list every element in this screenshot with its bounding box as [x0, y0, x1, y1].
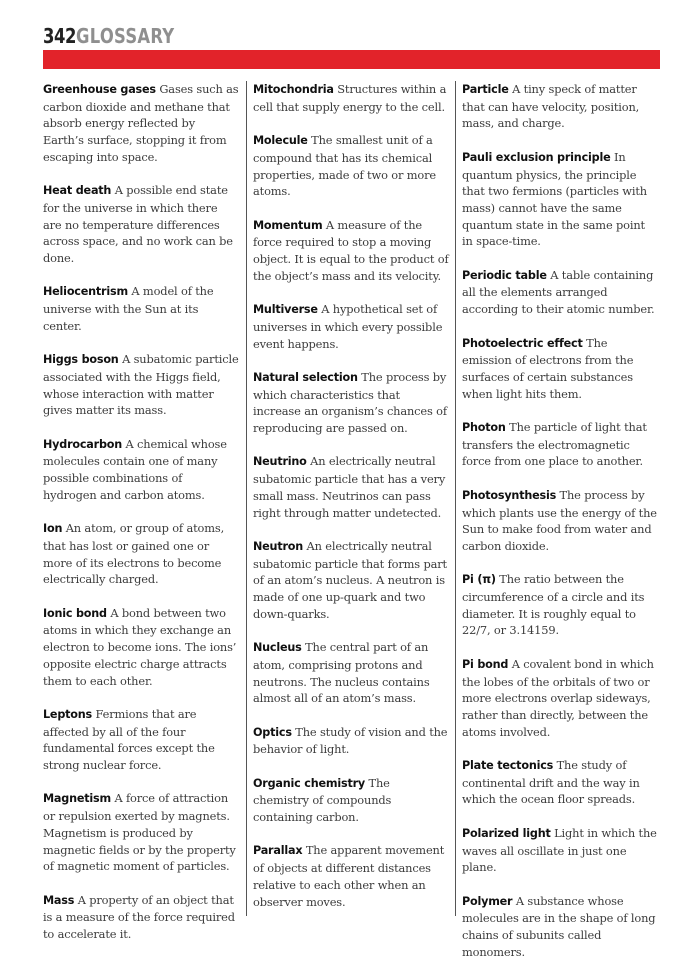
glossary-term: Periodic table [462, 268, 547, 282]
glossary-definition: The process by which characteristics that increase an organism’s chances of reproducing are passed on. [253, 369, 447, 435]
glossary-definition: A bond between two atoms in which they exchange an electron to become ions. The ions’ opposite electric charge attracts them to each other. [43, 605, 237, 688]
glossary-term: Plate tectonics [462, 759, 554, 772]
glossary-column-3 [462, 81, 658, 977]
glossary-entry [253, 453, 449, 521]
glossary-term: Multiverse [253, 303, 318, 317]
glossary-term: Organic chemistry [253, 776, 366, 790]
section-title: GLOSSARY [76, 24, 175, 48]
glossary-entry [462, 149, 658, 250]
glossary-term: Leptons [43, 707, 92, 721]
glossary-term: Hydrocarbon [43, 437, 123, 451]
glossary-definition: The study of vision and the behavior of light. [253, 724, 448, 757]
glossary-definition: A subatomic particle associated with the Higgs field, whose interaction with matter gives matter its mass. [43, 352, 239, 418]
glossary-term: Molecule [253, 134, 308, 148]
glossary-term: Natural selection [253, 370, 358, 384]
glossary-definition: The central part of an atom, comprising protons and neutrons. The nucleus contains almost all of an atom’s mass. [253, 640, 430, 706]
glossary-term: Polarized light [462, 826, 551, 840]
glossary-term: Magnetism [43, 792, 111, 806]
glossary-term: Mitochondria [253, 83, 334, 96]
glossary-definition: A property of an object that is a measure of the force required to accelerate it. [43, 892, 235, 942]
glossary-definition: An atom, or group of atoms, that has lost or gained one or more of its electrons to become electrically charged. [43, 521, 225, 587]
glossary-definition: A table containing all the elements arranged according to their atomic number. [462, 267, 655, 317]
glossary-entry [462, 825, 658, 876]
glossary-entry [253, 639, 449, 707]
glossary-definition: The emission of electrons from the surfaces of certain substances when light hits them. [462, 335, 634, 401]
glossary-entry [462, 335, 658, 403]
glossary-entry [462, 419, 658, 470]
glossary-term: Higgs boson [43, 353, 119, 367]
glossary-entry [43, 81, 239, 166]
glossary-definition: The process by which plants use the energy of the Sun to make food from water and carbon dioxide. [462, 487, 657, 553]
glossary-definition: Structures within a cell that supply energy to the cell. [253, 82, 447, 114]
glossary-definition: A substance whose molecules are in the shape of long chains of subunits called monomers. [462, 893, 656, 959]
glossary-definition: The study of continental drift and the way in which the ocean floor spreads. [462, 758, 640, 807]
glossary-term: Neutron [253, 539, 304, 553]
glossary-term: Heliocentrism [43, 285, 128, 299]
glossary-entry [253, 842, 449, 910]
glossary-entry [462, 757, 658, 808]
glossary-entry [43, 605, 239, 690]
glossary-entry [43, 182, 239, 267]
glossary-term: Particle [462, 83, 509, 96]
glossary-term: Photoelectric effect [462, 336, 583, 350]
page-number: 342 [43, 24, 77, 48]
glossary-entry [43, 520, 239, 588]
glossary-entry [253, 217, 449, 285]
glossary-definition: A possible end state for the universe in which there are no temperature differences across space, and no work can be done. [43, 183, 233, 266]
glossary-definition: The apparent movement of objects at different distances relative to each other when an observer moves. [253, 843, 445, 909]
glossary-definition: A chemical whose molecules contain one of many possible combinations of hydrogen and carbon atoms. [43, 436, 227, 502]
glossary-definition: A tiny speck of matter that can have velocity, position, mass, and charge. [462, 82, 640, 131]
glossary-entry [253, 81, 449, 115]
glossary-term: Ion [43, 522, 63, 536]
glossary-term: Photosynthesis [462, 488, 557, 502]
glossary-column-1 [43, 81, 239, 959]
glossary-definition: An electrically neutral subatomic particle that forms part of an atom’s nucleus. A neutron is made of one up-quark and two down-quarks. [253, 538, 447, 621]
glossary-definition: A covalent bond in which the lobes of the orbitals of two or more electrons overlap sideways, rather than directly, between the atoms involved. [462, 656, 654, 739]
glossary-entry [43, 351, 239, 419]
glossary-term: Parallax [253, 844, 303, 858]
glossary-term: Optics [253, 725, 292, 739]
glossary-entry [43, 892, 239, 943]
glossary-entry [253, 369, 449, 437]
glossary-term: Nucleus [253, 641, 302, 655]
page-header [43, 24, 196, 52]
glossary-definition: The chemistry of compounds containing carbon. [253, 775, 392, 825]
glossary-definition: The smallest unit of a compound that has its chemical properties, made of two or more atoms. [253, 133, 436, 199]
glossary-definition: The particle of light that transfers the electromagnetic force from one place to another. [462, 420, 647, 469]
glossary-entry [462, 893, 658, 961]
glossary-entry [462, 487, 658, 555]
glossary-entry [462, 267, 658, 318]
glossary-entry [253, 301, 449, 352]
glossary-definition: Light in which the waves all oscillate in just one plane. [462, 825, 657, 875]
glossary-definition: A force of attraction or repulsion exerted by magnets. Magnetism is produced by magnetic fields or by the property of magnetic moment of particles. [43, 791, 236, 874]
glossary-term: Photon [462, 421, 506, 434]
header-accent-bar [43, 50, 660, 69]
glossary-term: Pauli exclusion principle [462, 150, 611, 164]
glossary-entry [462, 571, 658, 639]
glossary-entry [253, 132, 449, 200]
glossary-definition: The ratio between the circumference of a circle and its diameter. It is roughly equal to 22/7, or 3.14159. [462, 572, 645, 638]
glossary-term: Heat death [43, 184, 112, 198]
glossary-term: Momentum [253, 218, 323, 232]
column-divider [246, 81, 247, 916]
glossary-column-2 [253, 81, 449, 927]
glossary-term: Pi (π) [462, 573, 496, 587]
glossary-entry [253, 775, 449, 826]
glossary-term: Pi bond [462, 657, 509, 671]
glossary-entry [43, 436, 239, 504]
glossary-term: Ionic bond [43, 606, 107, 620]
glossary-entry [43, 283, 239, 334]
glossary-definition: Fermions that are affected by all of the four fundamental forces except the strong nuclear force. [43, 706, 215, 773]
glossary-definition: Gases such as carbon dioxide and methane that absorb energy reflected by Earth’s surface, stopping it from escaping into space. [43, 82, 239, 164]
column-divider [455, 81, 456, 916]
glossary-entry [462, 81, 658, 132]
glossary-term: Polymer [462, 894, 513, 908]
glossary-term: Greenhouse gases [43, 83, 156, 96]
glossary-entry [253, 724, 449, 758]
glossary-definition: A model of the universe with the Sun at its center. [43, 284, 214, 333]
glossary-term: Mass [43, 893, 75, 907]
glossary-term: Neutrino [253, 455, 307, 469]
glossary-entry [43, 790, 239, 875]
glossary-definition: In quantum physics, the principle that two fermions (particles with mass) cannot have the same quantum state in the same point in space-time. [462, 149, 647, 249]
glossary-definition: A measure of the force required to stop a moving object. It is equal to the product of the object’s mass and its velocity. [253, 217, 449, 283]
glossary-definition: An electrically neutral subatomic particle that has a very small mass. Neutrinos can pass right through matter undetected. [253, 454, 446, 520]
glossary-definition: A hypothetical set of universes in which every possible event happens. [253, 302, 443, 351]
glossary-entry [462, 656, 658, 741]
glossary-entry [253, 538, 449, 623]
glossary-entry [43, 706, 239, 774]
